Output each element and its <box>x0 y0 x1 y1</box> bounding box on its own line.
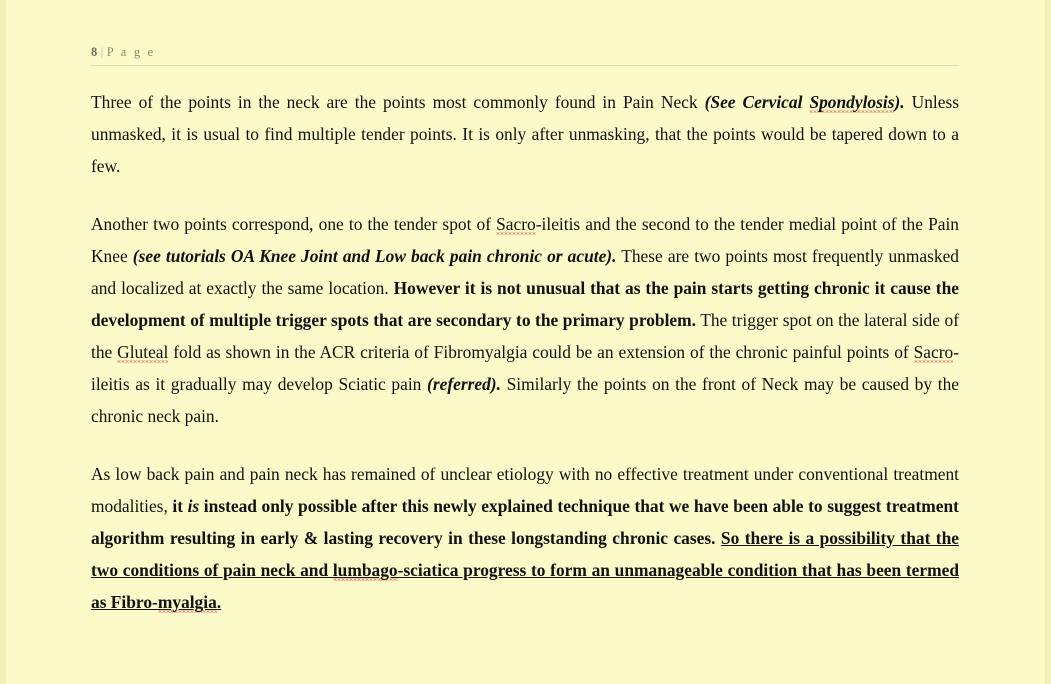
header-separator: | <box>100 45 104 59</box>
paragraph-1 <box>91 86 959 182</box>
text-run: -sciatica progress to form an unmanageable condition that has been termed as Fibro- <box>91 560 960 612</box>
text-run: (See Cervical <box>704 92 810 112</box>
text-run: Sacro <box>496 214 536 234</box>
text-run: -ileitis as it gradually may develop Sciatic pain <box>91 342 959 394</box>
header-divider <box>91 65 959 66</box>
text-run: Another two points correspond, one to the tender spot of <box>91 214 497 234</box>
text-run: The trigger spot on the lateral side of the <box>91 310 959 362</box>
page-left-edge <box>0 0 6 684</box>
text-run: lumbago <box>332 560 398 580</box>
text-run: However it is not unusual that as the pain starts getting chronic it cause the development of multiple trigger spots that are secondary to the primary problem. <box>91 278 959 330</box>
text-run: (referred). <box>427 374 501 394</box>
text-run: Sacro <box>913 342 954 362</box>
text-run: Spondylosis <box>809 92 895 112</box>
page-right-edge <box>1045 0 1051 684</box>
page-content <box>91 0 959 618</box>
text-run: instead only possible after this newly explained technique that we have been able to suggest treatment algorithm resulting in early & lasting recovery in these longstanding chronic cases. <box>91 496 959 548</box>
text-run: As low back pain and pain neck has remained of unclear etiology with no effective treatment under conventional treatment modalities, <box>91 464 959 516</box>
text-run: it <box>172 496 188 516</box>
text-run: Gluteal <box>117 342 169 362</box>
text-run: Unless unmasked, it is usual to find multiple tender points. It is only after unmasking, that the points would be tapered down to a few. <box>91 92 959 176</box>
text-run: These are two points most frequently unmasked and localized at exactly the same location. <box>91 246 959 298</box>
text-run: is <box>187 496 200 516</box>
text-run: (see tutorials OA Knee Joint and Low back pain chronic or acute). <box>132 246 617 266</box>
text-run: myalgia <box>157 592 217 612</box>
text-run: . <box>216 592 222 612</box>
text-run: -ileitis and the second to the tender medial point of the Pain Knee <box>91 214 959 266</box>
text-run: fold as shown in the ACR criteria of Fibromyalgia could be an extension of the chronic painful points of <box>168 342 914 362</box>
header-page-word: P a g e <box>106 45 156 59</box>
paragraph-3 <box>91 458 959 618</box>
paragraph-2 <box>91 208 959 432</box>
text-run: Similarly the points on the front of Neck may be caused by the chronic neck pain. <box>91 374 959 426</box>
text-run: So there is a possibility that the two conditions of pain neck and <box>91 528 959 580</box>
header-page-number: 8 <box>91 45 98 59</box>
text-run: Three of the points in the neck are the points most commonly found in Pain Neck <box>91 92 705 112</box>
page-header <box>91 0 959 66</box>
text-run: ). <box>894 92 905 112</box>
